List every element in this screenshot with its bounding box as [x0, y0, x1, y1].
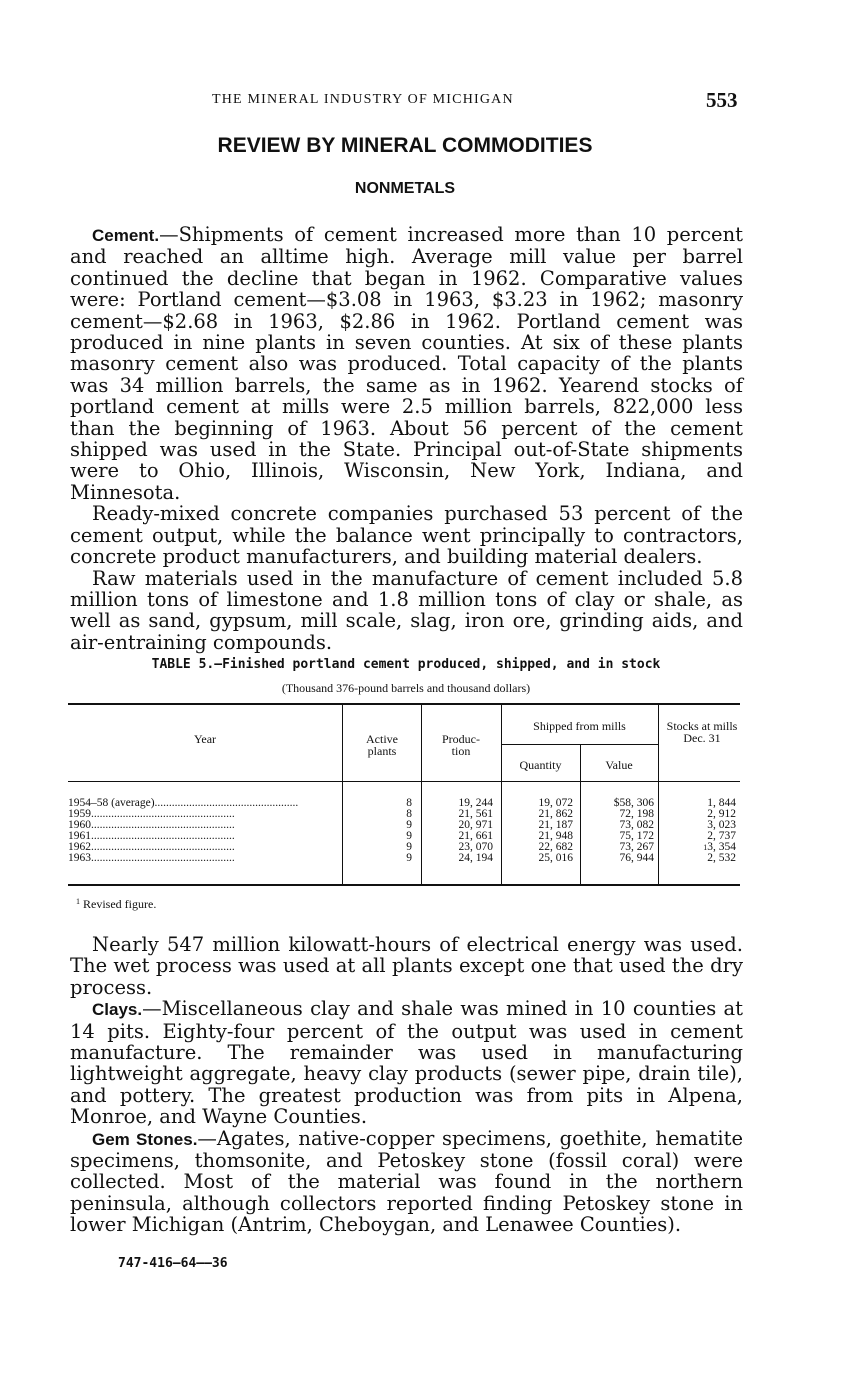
header-shipped-from-mills: Shipped from mills	[533, 719, 626, 733]
row-quantity: 21, 948	[538, 830, 573, 842]
row-production: 24, 194	[458, 852, 493, 864]
row-stocks: $^1$3, 354	[703, 841, 736, 853]
row-value: 75, 172	[619, 830, 654, 842]
footnote-mark: 1	[76, 897, 80, 906]
row-year: 1963..................................................	[68, 853, 235, 864]
row-stocks: 1, 844	[707, 797, 736, 809]
table-top-rule	[68, 703, 740, 705]
subsection-title: NONMETALS	[354, 180, 456, 197]
print-code: 747-416—64——36	[118, 1256, 228, 1271]
row-value: $58, 306	[613, 797, 654, 809]
row-year: 1962..................................................	[68, 842, 235, 853]
table-title: TABLE 5.—Finished portland cement produced, shipped, and in stock	[151, 657, 661, 672]
header-value: Value	[605, 758, 633, 772]
row-plants: 9	[406, 841, 412, 853]
gem-stones-paragraph	[70, 1128, 743, 1236]
gem-stones-label: Gem Stones.	[92, 1129, 198, 1149]
cement-label: Cement.	[92, 226, 160, 245]
continued-text	[70, 934, 743, 1236]
row-plants: 8	[406, 797, 412, 809]
row-value: 73, 267	[619, 841, 654, 853]
row-production: 19, 244	[458, 797, 493, 809]
row-plants: 8	[406, 808, 412, 820]
header-production: Produc- tion	[442, 732, 480, 758]
gem-stones-text: —Agates, native-copper specimens, goethite, hematite specimens, thomsonite, and Petoskey stone (fossil coral) were collected. Most of the material was found in the northern peninsula, although collectors reported finding Petoskey stone in lower Michigan (Antrim, Cheboygan, and Lenawee Counties).	[70, 1126, 743, 1237]
row-stocks: 2, 532	[707, 852, 736, 864]
row-year: 1961..................................................	[68, 831, 235, 842]
clays-paragraph	[70, 998, 743, 1127]
row-quantity: 21, 862	[538, 808, 573, 820]
section-title: REVIEW BY MINERAL COMMODITIES	[217, 134, 593, 157]
table-row	[68, 853, 740, 864]
row-year: 1954–58 (average)..................................................	[68, 798, 299, 809]
row-production: 23, 070	[458, 841, 493, 853]
clays-label: Clays.	[92, 1000, 143, 1020]
row-plants: 9	[406, 819, 412, 831]
row-production: 21, 561	[458, 808, 493, 820]
cement-paragraph-2: Ready-mixed concrete companies purchased 53 percent of the cement output, while the balance went principally to contractors, concrete product manufacturers, and building material dealers.	[70, 502, 743, 569]
row-quantity: 25, 016	[538, 852, 573, 864]
row-production: 21, 661	[458, 830, 493, 842]
energy-paragraph: Nearly 547 million kilowatt-hours of electrical energy was used. The wet process was used at all plants except one that used the dry process.	[70, 933, 743, 999]
table-subtitle: (Thousand 376-pound barrels and thousand dollars)	[281, 681, 531, 695]
running-title: THE MINERAL INDUSTRY OF MICHIGAN	[212, 92, 514, 107]
header-year: Year	[193, 732, 217, 746]
header-quantity: Quantity	[519, 758, 562, 772]
running-head	[0, 88, 850, 114]
table-header-rule	[68, 781, 740, 782]
header-active-plants: Active plants	[366, 732, 398, 758]
cement-table	[68, 703, 740, 887]
table-bottom-rule	[68, 884, 740, 886]
row-production: 20, 971	[458, 819, 493, 831]
row-value: 76, 944	[619, 852, 654, 864]
row-quantity: 19, 072	[538, 797, 573, 809]
footnote-text: Revised figure.	[83, 897, 157, 911]
row-value: 73, 082	[619, 819, 654, 831]
page-number: 553	[706, 88, 738, 112]
clays-text: —Miscellaneous clay and shale was mined in 10 counties at 14 pits. Eighty-four percent of the output was used in cement manufacture. The remainder was used in manufacturing lightweight aggregate, heavy clay products (sewer pipe, drain tile), and pottery. The greatest production was from pits in Alpena, Monroe, and Wayne Counties.	[70, 997, 743, 1129]
header-stocks: Stocks at mills Dec. 31	[666, 719, 738, 745]
row-plants: 9	[406, 852, 412, 864]
row-value: 72, 198	[619, 808, 654, 820]
row-quantity: 21, 187	[538, 819, 573, 831]
cement-paragraph-1	[70, 224, 743, 503]
cement-section	[70, 224, 743, 653]
row-year: 1960..................................................	[68, 820, 235, 831]
row-stocks: 2, 912	[707, 808, 736, 820]
row-stocks: 2, 737	[707, 830, 736, 842]
row-quantity: 22, 682	[538, 841, 573, 853]
row-year: 1959..................................................	[68, 809, 235, 820]
row-stocks: 3, 023	[707, 819, 736, 831]
cement-paragraph-3: Raw materials used in the manufacture of cement included 5.8 million tons of limestone and 1.8 million tons of clay or shale, as well as sand, gypsum, mill scale, slag, iron ore, grinding aids, and air-entraining compounds.	[70, 566, 743, 654]
row-plants: 9	[406, 830, 412, 842]
table-footnote	[76, 897, 156, 912]
cement-text: —Shipments of cement increased more than 10 percent and reached an alltime high. Average mill value per barrel continued the decline that began in 1962. Comparative values were: Portland cement—$3.08 in 1963, $3.23 in 1962; masonry cement—$2.68 in 1963, $2.86 in 1962. Portland cement was produced in nine plants in seven counties. At six of these plants masonry cement also was produced. Total capacity of the plants was 34 million barrels, the same as in 1962. Yearend stocks of portland cement at mills were 2.5 million barrels, 822,000 less than the beginning of 1963. About 56 percent of the cement shipped was used in the State. Principal out-of-State shipments were to Ohio, Illinois, Wisconsin, New York, Indiana, and Minnesota.	[70, 223, 743, 504]
